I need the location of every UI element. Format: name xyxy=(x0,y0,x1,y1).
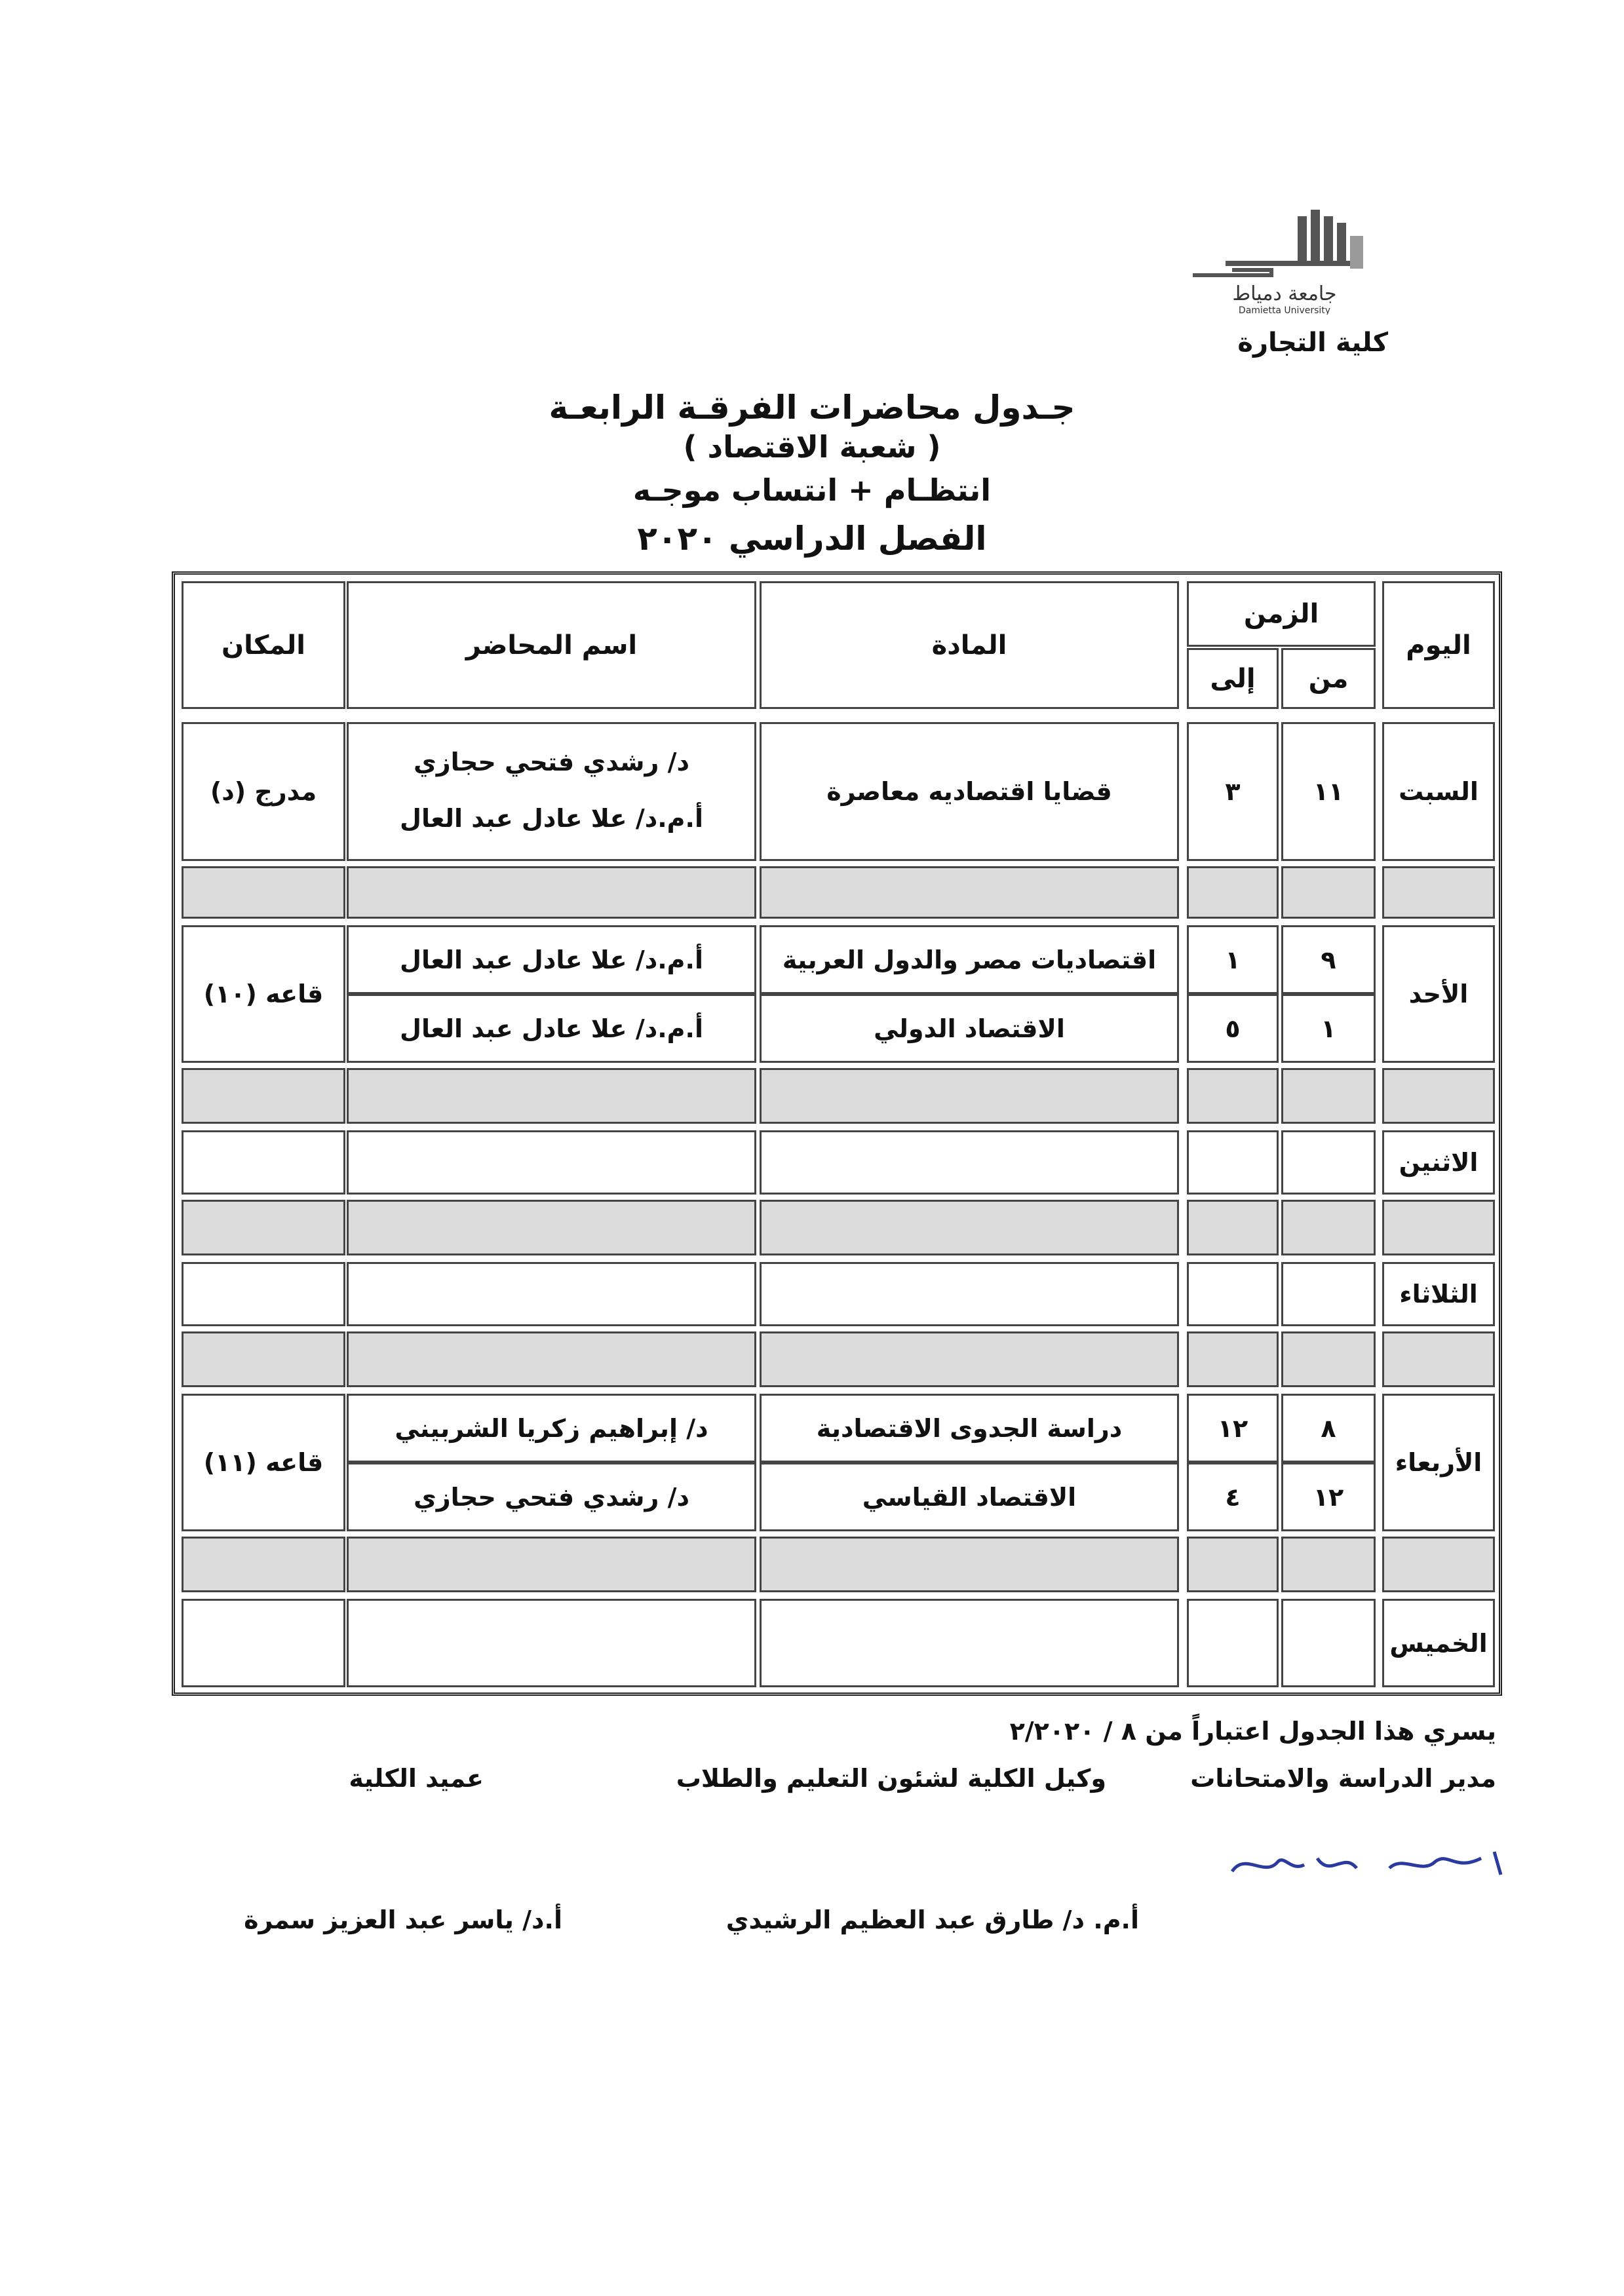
header-lecturer: اسم المحاضر xyxy=(347,581,756,709)
separator-row xyxy=(182,1200,345,1255)
separator-row xyxy=(1382,1068,1495,1124)
wednesday-to-1: ١٢ xyxy=(1187,1394,1279,1463)
role-dean: عميد الكلية xyxy=(349,1764,484,1793)
tuesday-place xyxy=(182,1262,345,1326)
separator-row xyxy=(1187,1537,1279,1592)
tuesday-to xyxy=(1187,1262,1279,1326)
separator-row xyxy=(1187,1068,1279,1124)
sunday-from-1: ٩ xyxy=(1281,925,1376,994)
saturday-lecturer-2: أ.م.د/ علا عادل عبد العال xyxy=(400,804,703,833)
wednesday-subject-1: دراسة الجدوى الاقتصادية xyxy=(760,1394,1179,1463)
separator-row xyxy=(760,1068,1179,1124)
effective-date: يسري هذا الجدول اعتباراً من ٨ / ٢/٢٠٢٠ xyxy=(1009,1717,1496,1746)
wednesday-place: قاعه (١١) xyxy=(182,1394,345,1531)
separator-row xyxy=(182,1331,345,1387)
monday-subject xyxy=(760,1130,1179,1195)
saturday-lecturer-1: د/ رشدي فتحي حجازي xyxy=(413,748,690,776)
separator-row xyxy=(1281,1537,1376,1592)
separator-row xyxy=(1281,866,1376,919)
sunday-lecturer-1: أ.م.د/ علا عادل عبد العال xyxy=(347,925,756,994)
wednesday-to-2: ٤ xyxy=(1187,1463,1279,1531)
saturday-day: السبت xyxy=(1382,722,1495,861)
sunday-to-2: ٥ xyxy=(1187,994,1279,1063)
separator-row xyxy=(1281,1331,1376,1387)
faculty-name: كلية التجارة xyxy=(1237,328,1388,358)
separator-row xyxy=(1382,1200,1495,1255)
thursday-to xyxy=(1187,1599,1279,1687)
thursday-day: الخميس xyxy=(1382,1599,1495,1687)
monday-to xyxy=(1187,1130,1279,1195)
dean-name: أ.د/ ياسر عبد العزيز سمرة xyxy=(244,1905,562,1934)
header-to: إلى xyxy=(1187,648,1279,709)
saturday-subject: قضايا اقتصاديه معاصرة xyxy=(760,722,1179,861)
separator-row xyxy=(347,1068,756,1124)
university-name-ar: جامعة دمياط xyxy=(1232,282,1337,305)
monday-from xyxy=(1281,1130,1376,1195)
separator-row xyxy=(760,1200,1179,1255)
separator-row xyxy=(347,1537,756,1592)
monday-day: الاثنين xyxy=(1382,1130,1495,1195)
wednesday-day: الأربعاء xyxy=(1382,1394,1495,1531)
separator-row xyxy=(347,866,756,919)
vice-dean-name: أ.م. د/ طارق عبد العظيم الرشيدي xyxy=(725,1905,1139,1934)
sunday-subject-2: الاقتصاد الدولي xyxy=(760,994,1179,1063)
separator-row xyxy=(1382,1537,1495,1592)
thursday-subject xyxy=(760,1599,1179,1687)
saturday-from: ١١ xyxy=(1281,722,1376,861)
header-time: الزمن xyxy=(1187,581,1376,647)
wednesday-lecturer-1: د/ إبراهيم زكريا الشربيني xyxy=(347,1394,756,1463)
handwritten-signature xyxy=(1206,1832,1520,1891)
sunday-place: قاعه (١٠) xyxy=(182,925,345,1063)
separator-row xyxy=(1382,866,1495,919)
sunday-to-1: ١ xyxy=(1187,925,1279,994)
title-line-1: جـدول محاضرات الفرقـة الرابعـة xyxy=(549,389,1075,427)
wednesday-from-1: ٨ xyxy=(1281,1394,1376,1463)
separator-row xyxy=(182,866,345,919)
separator-row xyxy=(347,1200,756,1255)
wednesday-subject-2: الاقتصاد القياسي xyxy=(760,1463,1179,1531)
title-line-3: انتظـام + انتساب موجـه xyxy=(632,472,992,508)
thursday-lecturer xyxy=(347,1599,756,1687)
separator-row xyxy=(182,1537,345,1592)
separator-row xyxy=(1281,1068,1376,1124)
header-day: اليوم xyxy=(1382,581,1495,709)
tuesday-from xyxy=(1281,1262,1376,1326)
separator-row xyxy=(760,1331,1179,1387)
monday-lecturer xyxy=(347,1130,756,1195)
title-line-2: ( شعبة الاقتصاد ) xyxy=(683,429,941,465)
separator-row xyxy=(760,1537,1179,1592)
sunday-subject-1: اقتصاديات مصر والدول العربية xyxy=(760,925,1179,994)
separator-row xyxy=(182,1068,345,1124)
schedule-table xyxy=(172,571,1502,1696)
title-line-4: الفصل الدراسي ٢٠٢٠ xyxy=(637,520,987,558)
thursday-from xyxy=(1281,1599,1376,1687)
wednesday-from-2: ١٢ xyxy=(1281,1463,1376,1531)
sunday-day: الأحد xyxy=(1382,925,1495,1063)
monday-place xyxy=(182,1130,345,1195)
university-name-en: Damietta University xyxy=(1238,305,1331,315)
tuesday-day: الثلاثاء xyxy=(1382,1262,1495,1326)
separator-row xyxy=(347,1331,756,1387)
university-logo xyxy=(1173,210,1396,315)
separator-row xyxy=(1382,1331,1495,1387)
thursday-place xyxy=(182,1599,345,1687)
header-from: من xyxy=(1281,648,1376,709)
role-studies-director: مدير الدراسة والامتحانات xyxy=(1190,1764,1496,1793)
header-subject: المادة xyxy=(760,581,1179,709)
tuesday-lecturer xyxy=(347,1262,756,1326)
separator-row xyxy=(1187,866,1279,919)
sunday-lecturer-2: أ.م.د/ علا عادل عبد العال xyxy=(347,994,756,1063)
separator-row xyxy=(1281,1200,1376,1255)
saturday-to: ٣ xyxy=(1187,722,1279,861)
saturday-lecturers xyxy=(347,722,756,861)
tuesday-subject xyxy=(760,1262,1179,1326)
header-place: المكان xyxy=(182,581,345,709)
saturday-place: مدرج (د) xyxy=(182,722,345,861)
separator-row xyxy=(1187,1200,1279,1255)
wednesday-lecturer-2: د/ رشدي فتحي حجازي xyxy=(347,1463,756,1531)
separator-row xyxy=(1187,1331,1279,1387)
sunday-from-2: ١ xyxy=(1281,994,1376,1063)
separator-row xyxy=(760,866,1179,919)
role-vice-dean: وكيل الكلية لشئون التعليم والطلاب xyxy=(676,1764,1106,1793)
